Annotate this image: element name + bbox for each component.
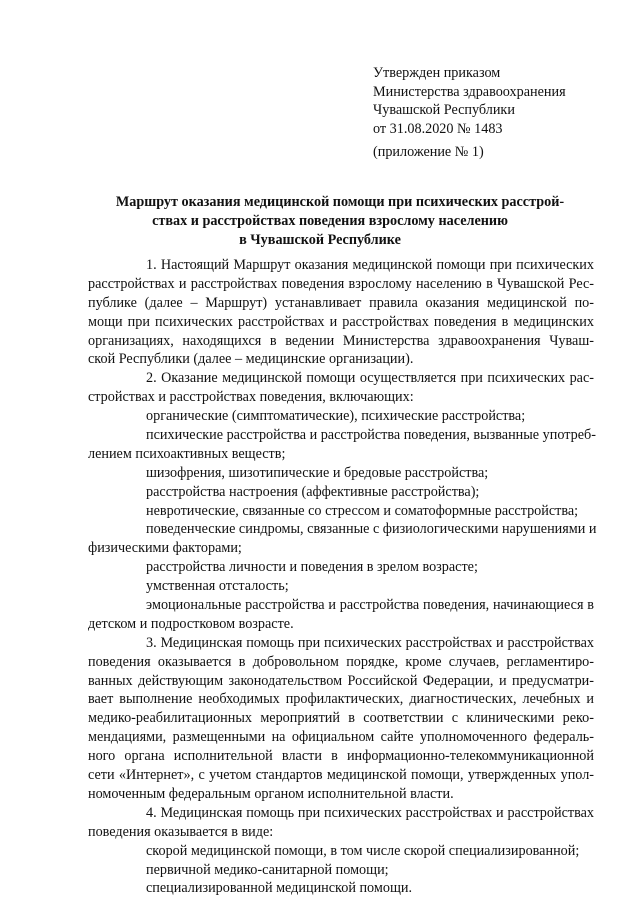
body-line: мощи при психических расстройствах и расстройствах поведения в медицинских <box>88 313 594 330</box>
body-line: поведения оказывается в виде: <box>88 823 274 840</box>
body-line: 3. Медицинская помощь при психических расстройствах и расстройствах <box>146 634 594 651</box>
body-line: 4. Медицинская помощь при психических расстройствах и расстройствах <box>146 804 594 821</box>
body-line: физическими факторами; <box>88 540 242 557</box>
body-line: сети «Интернет», с учетом стандартов медицинской помощи, утвержденных упол- <box>88 767 594 784</box>
body-line: 1. Настоящий Маршрут оказания медицинской помощи при психических <box>146 257 594 273</box>
approval-line: Утвержден приказом <box>373 65 501 81</box>
title-line: Маршрут оказания медицинской помощи при психических расстрой- <box>115 194 565 210</box>
body-line: ного органа исполнительной власти в информационно-телекоммуникационной <box>88 748 594 765</box>
approval-block <box>373 64 566 139</box>
body-line: скорой медицинской помощи, в том числе скорой специализированной; <box>146 842 580 859</box>
body-line: ской Республики (далее – медицинские организации). <box>88 351 414 368</box>
approval-line: от 31.08.2020 № 1483 <box>373 121 503 138</box>
body-line: психические расстройства и расстройства поведения, вызванные употреб- <box>146 427 596 444</box>
body-line: детском и подростковом возрасте. <box>88 615 294 632</box>
body-line: номоченным федеральным органом исполнительной власти. <box>88 785 454 802</box>
body-line: эмоциональные расстройства и расстройства поведения, начинающиеся в <box>146 597 594 614</box>
body-line: вает выполнение необходимых профилактических, диагностических, лечебных и <box>88 691 594 708</box>
body-line: организациях, находящихся в ведении Министерства здравоохранения Чуваш- <box>88 332 594 349</box>
body-line: поведения оказывается в добровольном порядке, кроме случаев, регламентиро- <box>88 653 594 670</box>
body-line: шизофрения, шизотипические и бредовые расстройства; <box>146 464 489 481</box>
title-line: в Чувашской Республике <box>239 232 401 248</box>
body-line: мендациями, размещенными на официальном сайте уполномоченного федераль- <box>88 729 594 746</box>
body-line: расстройства настроения (аффективные расстройства); <box>146 483 480 500</box>
approval-line: Чувашской Республики <box>373 102 515 119</box>
document-body <box>88 256 597 898</box>
body-line: умственная отсталость; <box>146 578 289 595</box>
body-line: невротические, связанные со стрессом и соматоформные расстройства; <box>146 502 579 519</box>
body-line: стройствах и расстройствах поведения, включающих: <box>88 389 414 406</box>
body-line: первичной медико-санитарной помощи; <box>146 861 389 878</box>
title-line: ствах и расстройствах поведения взрослому населению <box>152 213 508 229</box>
body-line: специализированной медицинской помощи. <box>146 880 413 897</box>
body-line: медико-реабилитационных мероприятий в соответствии с клиническими реко- <box>88 710 594 727</box>
body-line: 2. Оказание медицинской помощи осуществляется при психических рас- <box>146 370 594 387</box>
body-line: органические (симптоматические), психические расстройства; <box>146 408 526 425</box>
body-line: лением психоактивных веществ; <box>88 445 286 462</box>
appendix-note: (приложение № 1) <box>373 144 484 160</box>
body-line: ванных действующим законодательством Российской Федерации, и предусматри- <box>88 672 594 689</box>
document-title <box>0 193 640 250</box>
body-line: публике (далее – Маршрут) устанавливает правила оказания медицинской по- <box>88 294 594 311</box>
body-line: расстройства личности и поведения в зрелом возрасте; <box>146 559 478 576</box>
approval-line: Министерства здравоохранения <box>373 83 566 100</box>
body-line: расстройствах и расстройствах поведения взрослому населению в Чувашской Рес- <box>88 275 594 292</box>
body-line: поведенческие синдромы, связанные с физиологическими нарушениями и <box>146 521 597 538</box>
